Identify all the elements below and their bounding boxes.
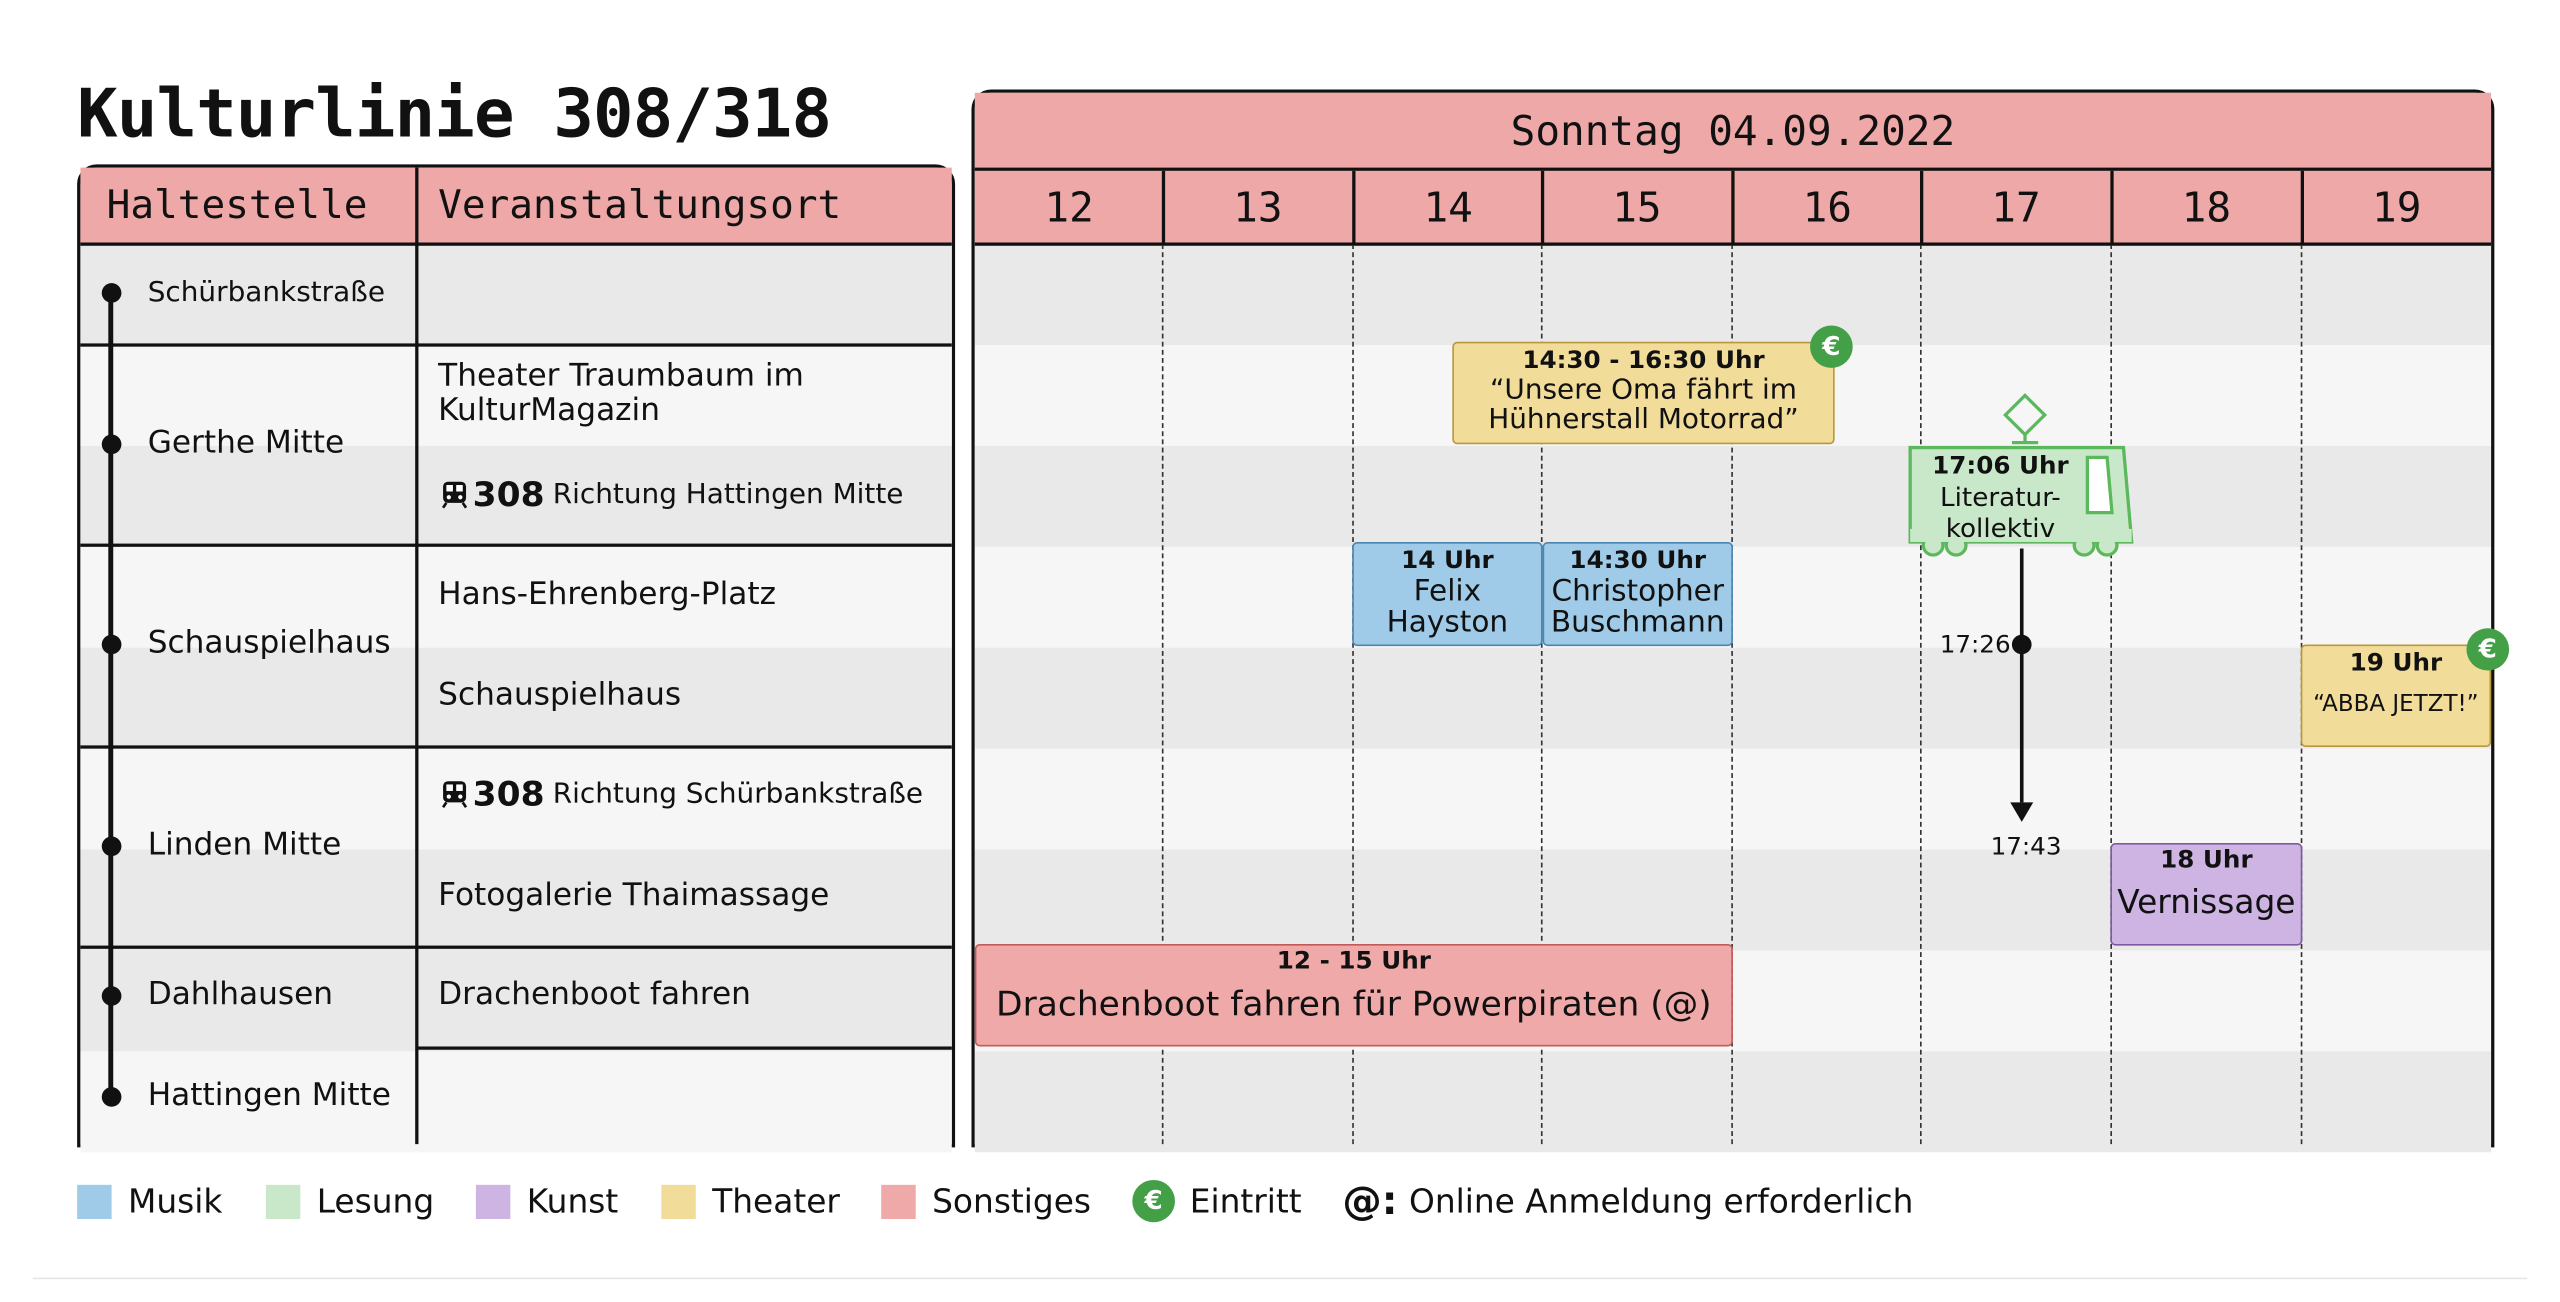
legend-item (77, 1178, 222, 1224)
event-title-line: Hayston (1386, 604, 1509, 640)
legend-swatch (476, 1184, 510, 1218)
stop-dot (102, 837, 122, 857)
hour-label: 17 (1991, 183, 2041, 232)
footer-divider (33, 1278, 2527, 1280)
legend-swatch (881, 1184, 915, 1218)
event-time: 14:30 - 16:30 Uhr (1522, 345, 1765, 375)
hour-divider (2110, 171, 2113, 243)
event-time: 12 - 15 Uhr (1276, 945, 1431, 975)
stop-dot (102, 635, 122, 655)
event-oma[interactable] (1452, 342, 1834, 445)
tram-line-number: 308 (472, 774, 545, 814)
legend-swatch (661, 1184, 695, 1218)
legend-label: Eintritt (1189, 1181, 1302, 1221)
hour-label: 14 (1423, 183, 1473, 232)
legend-label: Online Anmeldung erforderlich (1409, 1181, 1914, 1221)
legend-label: Lesung (316, 1181, 435, 1221)
event-title-line: kollektiv (1945, 512, 2056, 544)
stop-dot (102, 1087, 122, 1107)
event-literatur[interactable] (1907, 451, 2094, 544)
row-divider (80, 946, 951, 949)
legend-label: Theater (712, 1181, 840, 1221)
legend-item (661, 1178, 840, 1224)
schedule-date: Sonntag 04.09.2022 (975, 93, 2491, 171)
column-header-stop: Haltestelle (106, 182, 368, 228)
event-title-line: Christopher (1551, 574, 1725, 609)
event-christopher[interactable] (1543, 542, 1733, 646)
hour-divider (1162, 171, 1165, 243)
tram-departure-time: 17:26 (1939, 629, 2011, 660)
legend-label: Musik (128, 1181, 223, 1221)
euro-badge-icon: € (1132, 1180, 1175, 1222)
row-divider (80, 343, 951, 346)
hour-gridline (2110, 244, 2112, 1144)
legend-label: Kunst (526, 1181, 619, 1221)
legend-swatch (77, 1184, 111, 1218)
legend-label: Sonstiges (932, 1181, 1092, 1221)
event-title: Vernissage (2117, 881, 2296, 921)
event-title: Drachenboot fahren für Powerpiraten (@) (996, 984, 1712, 1024)
stop-venue-table (77, 164, 955, 1147)
event-time: 18 Uhr (2160, 844, 2253, 874)
hour-label: 13 (1233, 183, 1283, 232)
stop-name: Hattingen Mitte (147, 1077, 391, 1114)
hour-label: 12 (1044, 183, 1094, 232)
tram-icon (441, 480, 467, 509)
table-header (80, 168, 951, 246)
hour-divider (2301, 171, 2304, 243)
hour-gridline (1920, 244, 1922, 1144)
tram-connection (441, 775, 923, 814)
stop-dot (102, 986, 122, 1006)
tram-direction: Richtung Schürbankstraße (552, 777, 924, 811)
venue-line: KulturMagazin (438, 392, 660, 429)
stop-name: Schauspielhaus (147, 624, 391, 661)
hour-label: 16 (1802, 183, 1852, 232)
page-title: Kulturlinie 308/318 (77, 74, 832, 153)
legend-item-registration (1342, 1178, 1913, 1224)
legend-item-entry-fee (1132, 1178, 1301, 1224)
hour-label: 19 (2372, 183, 2422, 232)
event-time: 14:30 Uhr (1569, 545, 1707, 575)
venue-name (438, 360, 804, 428)
event-title-line: Buschmann (1550, 604, 1725, 640)
tram-trip-arrow (2002, 548, 2041, 833)
legend-item (266, 1178, 434, 1224)
legend-swatch (266, 1184, 300, 1218)
hour-divider (1920, 171, 1923, 243)
tram-direction: Richtung Hattingen Mitte (552, 478, 904, 512)
route-line (108, 293, 113, 1095)
hour-header (975, 171, 2491, 246)
stop-dot (102, 435, 122, 455)
event-title-line: Hühnerstall Motorrad” (1488, 402, 1799, 436)
event-felix[interactable] (1352, 542, 1542, 646)
stop-name: Schürbankstraße (147, 276, 386, 310)
event-abba[interactable] (2301, 644, 2491, 747)
event-vernissage[interactable] (2110, 843, 2302, 946)
tram-arrival-time: 17:43 (1990, 831, 2062, 861)
venue-line: Theater Traumbaum im (438, 358, 804, 394)
event-drachenboot[interactable] (975, 944, 1733, 1047)
hour-divider (1541, 171, 1544, 243)
row-divider (80, 745, 951, 748)
tram-connection (441, 475, 903, 514)
event-title-line: Felix (1413, 574, 1482, 609)
event-title-line: Literatur- (1940, 481, 2061, 513)
stop-name: Gerthe Mitte (147, 424, 345, 461)
at-sign-icon: @: (1342, 1178, 1398, 1224)
event-title-line: “Unsere Oma fährt im (1489, 373, 1798, 407)
hour-divider (1731, 171, 1734, 243)
euro-badge-icon: € (1810, 326, 1853, 368)
stop-name: Linden Mitte (147, 826, 342, 863)
schedule-grid (971, 90, 2497, 1148)
row-divider (80, 544, 951, 547)
column-header-venue: Veranstaltungsort (438, 182, 842, 228)
venue-name: Fotogalerie Thaimassage (438, 877, 830, 914)
event-time: 14 Uhr (1401, 545, 1494, 575)
euro-badge-icon: € (2466, 628, 2509, 670)
legend-item (476, 1178, 618, 1224)
event-title: “ABBA JETZT!” (2313, 691, 2479, 718)
row-divider (417, 1046, 952, 1049)
event-time: 19 Uhr (2349, 647, 2443, 678)
hour-label: 15 (1612, 183, 1662, 232)
hour-label: 18 (2181, 183, 2232, 232)
tram-icon (441, 780, 467, 809)
column-divider (415, 168, 418, 1145)
venue-name: Hans-Ehrenberg-Platz (438, 576, 776, 612)
event-time: 17:06 Uhr (1932, 450, 2069, 481)
hour-divider (1352, 171, 1355, 243)
tram-line-number: 308 (472, 475, 545, 515)
venue-name: Schauspielhaus (438, 677, 682, 713)
legend-item (881, 1178, 1091, 1224)
stop-dot (102, 283, 122, 303)
stop-name: Dahlhausen (147, 976, 334, 1013)
venue-name: Drachenboot fahren (438, 976, 751, 1013)
